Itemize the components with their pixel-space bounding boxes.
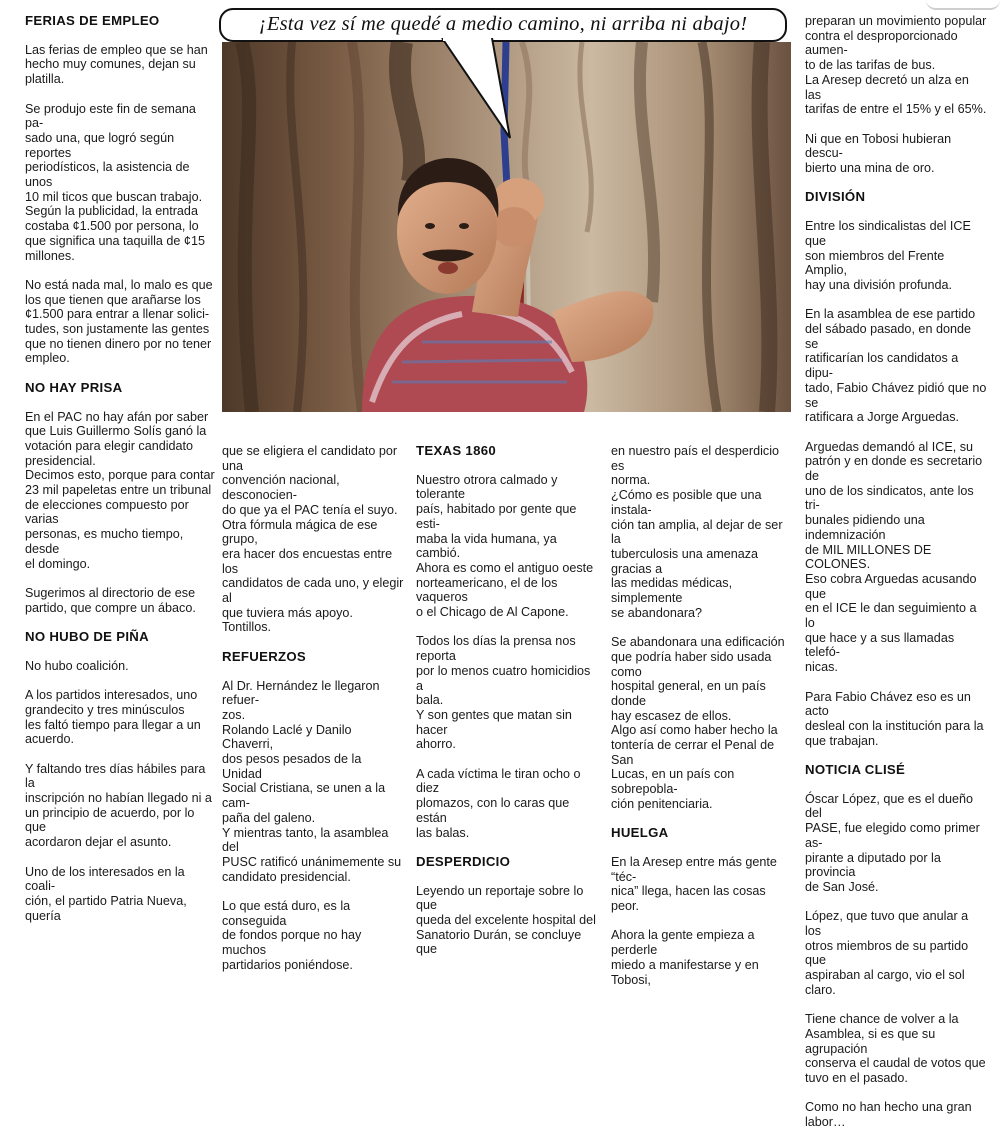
column-2 [222, 444, 404, 987]
section-title-noticia-clise: NOTICIA CLISÉ [805, 762, 906, 778]
paragraph: A cada víctima le tiran ocho o diez plomazos, con lo caras que están las balas. [416, 766, 581, 840]
paragraph: Sugerimos al directorio de ese partido, que compre un ábaco. [25, 585, 196, 615]
paragraph: No hubo coalición. [25, 658, 129, 673]
paragraph: Uno de los interesados en la coali- ción, el partido Patria Nueva, quería [25, 864, 187, 923]
paragraph: Para Fabio Chávez eso es un acto desleal con la institución para la que trabajan. [805, 689, 984, 748]
speech-bubble-tail [440, 38, 520, 148]
paragraph: En la asamblea de ese partido del sábado pasado, en donde se ratificarían los candidatos a dipu- tado, Fabio Chávez pidió que no se ratificara a Jorge Arguedas. [805, 307, 987, 425]
speech-bubble [219, 8, 787, 42]
paragraph: preparan un movimiento popular contra el desproporcionado aumen- to de las tarifas de bus. [805, 14, 987, 73]
paragraph: que se eligiera el candidato por una convención nacional, desconocien- do que ya el PAC tenía el suyo. Otra fórmula mágica de ese grupo, era hacer dos encuestas entre los candidatos de cada uno, y elegir al que tuviera más apoyo. Tontillos. [222, 444, 404, 635]
section-title-ferias-de-empleo: FERIAS DE EMPLEO [25, 13, 160, 28]
paragraph: Nuestro otrora calmado y tolerante país, habitado por gente que esti- maba la vida humana, ya cambió. Ahora es como el antiguo oeste norteamericano, el de los vaqueros o el Chicago de Al Capone. [416, 472, 594, 620]
paragraph: En la Aresep entre más gente “téc- nica” llega, hacen las cosas peor. [611, 854, 777, 914]
paragraph: A los partidos interesados, uno grandecito y tres minúsculos les faltó tiempo para llegar a un acuerdo. [25, 688, 201, 747]
paragraph: en nuestro país el desperdicio es norma. [611, 444, 780, 488]
paragraph: Y mientras tanto, la asamblea del PUSC ratificó unánimemente su candidato presidencial. [222, 825, 402, 884]
section-title-huelga: HUELGA [611, 825, 669, 841]
speech-bubble-text: ¡Esta vez sí me quedé a medio camino, ni arriba ni abajo! [258, 13, 748, 35]
paragraph: Decimos esto, porque para contar 23 mil papeletas entre un tribunal de elecciones compuesto por varias personas, es mucho tiempo, desde el domingo. [25, 468, 215, 571]
section-title-no-hubo-de-pina: NO HUBO DE PIÑA [25, 629, 149, 645]
paragraph: Se produjo este fin de semana pa- sado una, que logró según reportes periodísticos, la asistencia de unos 10 mil ticos que buscan trabajo. Según la publicidad, la entrada costaba ¢1.500 por persona, lo que significa una taquilla de ¢15 millones. [25, 101, 205, 263]
paragraph: Todos los días la prensa nos reporta por lo menos cuatro homicidios a bala. [416, 634, 591, 708]
paragraph: Y son gentes que matan sin hacer ahorro. [416, 707, 572, 752]
paragraph: Ahora la gente empieza a perderle miedo a manifestarse y en Tobosi, [611, 928, 759, 987]
paragraph: Algo así como haber hecho la tontería de cerrar el Penal de San Lucas, en un país con sobrepobla- ción penitenciaria. [611, 723, 778, 811]
paragraph: Leyendo un reportaje sobre lo que queda del excelente hospital del Sanatorio Durán, se concluye que [416, 883, 596, 957]
column-5 [805, 14, 987, 1145]
paragraph: La Aresep decretó un alza en las tarifas de entre el 15% y el 65%. [805, 72, 987, 117]
column-1 [25, 14, 217, 938]
paragraph: Tiene chance de volver a la Asamblea, si es que su agrupación conserva el caudal de votos que tuvo en el pasado. [805, 1012, 986, 1086]
decorative-ornament [926, 0, 1000, 10]
paragraph: Entre los sindicalistas del ICE que son miembros del Frente Amplio, hay una división profunda. [805, 219, 971, 292]
paragraph: Al Dr. Hernández le llegaron refuer- zos. [222, 678, 380, 722]
paragraph: En el PAC no hay afán por saber que Luis Guillermo Solís ganó la votación para elegir candidato presidencial. [25, 409, 209, 468]
section-title-refuerzos: REFUERZOS [222, 648, 307, 664]
paragraph: Óscar López, que es el dueño del PASE, fue elegido como primer as- pirante a diputado por la provincia de San José. [805, 791, 980, 894]
paragraph: Ni que en Tobosi hubieran descu- bierto una mina de oro. [805, 131, 952, 176]
paragraph: ¿Cómo es posible que una instala- ción tan amplia, al dejar de ser la tuberculosis una amenaza gracias a las medidas médicas, simplemente se abandonara? [611, 488, 783, 620]
section-title-texas-1860: TEXAS 1860 [416, 443, 496, 458]
paragraph: Lo que está duro, es la conseguida de fondos porque no hay muchos partidarios poniéndose. [222, 899, 362, 972]
paragraph: Arguedas demandó al ICE, su patrón y en donde es secretario de uno de los sindicatos, ante los tri- bunales pidiendo una indemnización de MIL MILLONES DE COLONES. [805, 439, 983, 572]
paragraph: López, que tuvo que anular a los otros miembros de su partido que aspiraban al cargo, vio el sol claro. [805, 909, 969, 997]
paragraph: Y faltando tres días hábiles para la inscripción no habían llegado ni a un principio de acuerdo, por lo que acordaron dejar el asunto. [25, 761, 212, 850]
paragraph: No está nada mal, lo malo es que los que tienen que arañarse los ¢1.500 para entrar a llenar solici- tudes, son justamente las gentes que no tienen dinero por no tener empleo. [25, 277, 213, 366]
paragraph: Rolando Laclé y Danilo Chaverri, dos pesos pesados de la Unidad Social Cristiana, se unen a la cam- paña del galeno. [222, 722, 386, 825]
paragraph: Las ferias de empleo que se han hecho muy comunes, dejan su platilla. [25, 42, 208, 87]
column-3 [416, 444, 598, 972]
paragraph: Como no han hecho una gran labor… [805, 1100, 972, 1130]
paragraph: Eso cobra Arguedas acusando que en el ICE le dan seguimiento a lo que hace y a sus llamadas telefó- nicas. [805, 571, 977, 675]
column-4 [611, 444, 793, 1002]
section-title-division: DIVISIÓN [805, 189, 866, 205]
paragraph: Se abandonara una edificación que podría haber sido usada como hospital general, en un país donde hay escasez de ellos. [611, 635, 785, 723]
section-title-desperdicio: DESPERDICIO [416, 853, 511, 869]
section-title-no-hay-prisa: NO HAY PRISA [25, 379, 123, 395]
